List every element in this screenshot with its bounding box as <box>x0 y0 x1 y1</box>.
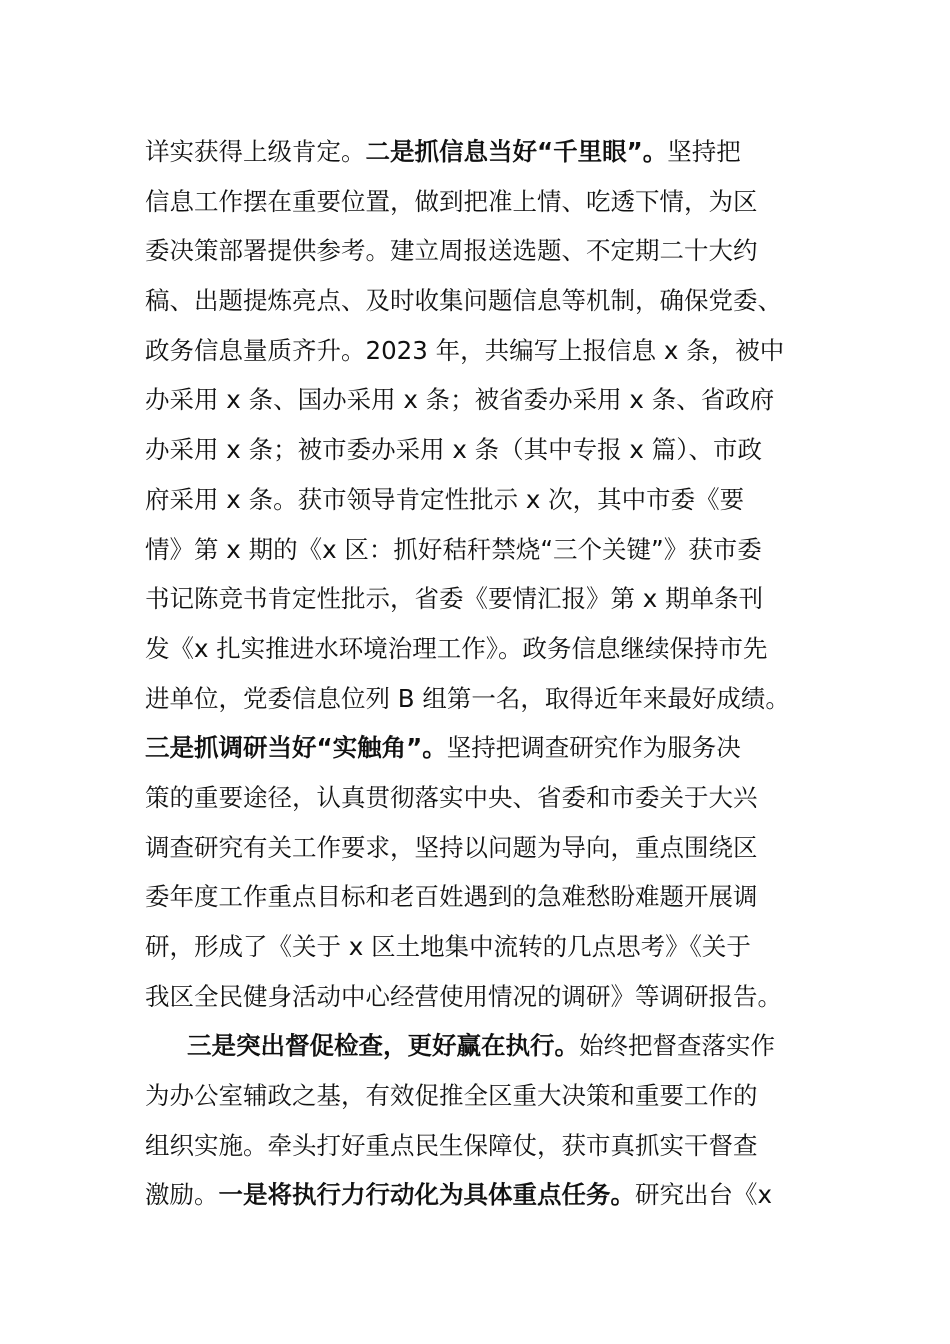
text-line <box>145 375 815 425</box>
text-line <box>145 823 815 873</box>
text-line <box>145 276 815 326</box>
body-text-segment: 坚持把调查研究作为服务决 <box>446 733 741 763</box>
body-text-segment: 情》第 x 期的《x 区：抓好秸秆禁烧“三个关键”》获市委 <box>145 534 762 564</box>
text-line <box>145 525 815 575</box>
bold-heading-text: 三是突出督促检查，更好赢在执行。 <box>187 1031 579 1061</box>
body-text-segment: 组织实施。牵头打好重点民生保障仗，获市真抓实干督查 <box>145 1130 758 1160</box>
body-text-segment: 详实获得上级肯定。 <box>145 137 366 166</box>
bold-heading-text: 一是将执行力行动化为具体重点任务。 <box>218 1180 635 1210</box>
body-text-segment: 始终把督查落实作 <box>579 1031 775 1061</box>
body-text-segment: 研，形成了《关于 x 区土地集中流转的几点思考》《关于 <box>145 932 751 961</box>
text-line <box>145 475 815 525</box>
body-text-segment: 办采用 x 条、国办采用 x 条；被省委办采用 x 条、省政府 <box>145 385 775 415</box>
text-line <box>145 574 815 624</box>
body-text <box>145 127 815 1220</box>
text-line <box>145 922 815 972</box>
body-text-segment: 策的重要途径，认真贯彻落实中央、省委和市委关于大兴 <box>145 782 758 812</box>
text-line <box>145 1121 815 1171</box>
text-line <box>145 127 815 177</box>
body-text-segment: 进单位，党委信息位列 B 组第一名，取得近年来最好成绩。 <box>145 683 790 713</box>
body-text-segment: 稿、出题提炼亮点、及时收集问题信息等机制，确保党委、 <box>145 286 782 316</box>
text-line <box>145 624 815 674</box>
text-line <box>145 872 815 922</box>
body-text-segment: 研究出台《x <box>635 1180 772 1210</box>
paragraph-start-line <box>145 1021 815 1071</box>
body-text-segment: 我区全民健身活动中心经营使用情况的调研》等调研报告。 <box>145 981 782 1011</box>
text-line <box>145 773 815 823</box>
body-text-segment: 信息工作摆在重要位置，做到把准上情、吃透下情，为区 <box>145 186 758 216</box>
text-line <box>145 177 815 227</box>
body-text-segment: 调查研究有关工作要求，坚持以问题为导向，重点围绕区 <box>145 832 758 862</box>
text-line <box>145 1071 815 1121</box>
bold-heading-text: 三是抓调研当好“实触角”。 <box>145 733 447 763</box>
text-line <box>145 723 815 773</box>
body-text-segment: 坚持把 <box>667 137 741 166</box>
body-text-segment: 书记陈竞书肯定性批示，省委《要情汇报》第 x 期单条刊 <box>145 584 764 614</box>
body-text-segment: 府采用 x 条。获市领导肯定性批示 x 次，其中市委《要 <box>145 484 745 514</box>
text-line <box>145 674 815 724</box>
body-text-segment: 委决策部署提供参考。建立周报送选题、不定期二十大约 <box>145 236 758 266</box>
bold-heading-text: 二是抓信息当好“千里眼”。 <box>365 137 668 166</box>
body-text-segment: 办采用 x 条；被市委办采用 x 条（其中专报 x 篇）、市政 <box>145 435 762 465</box>
body-text-segment: 为办公室辅政之基，有效促推全区重大决策和重要工作的 <box>145 1081 758 1111</box>
text-line <box>145 326 815 376</box>
body-text-segment: 发《x 扎实推进水环境治理工作》。政务信息继续保持市先 <box>145 633 768 663</box>
text-line <box>145 425 815 475</box>
body-text-segment: 委年度工作重点目标和老百姓遇到的急难愁盼难题开展调 <box>145 882 758 912</box>
text-line <box>145 972 815 1022</box>
body-text-segment: 激励。 <box>145 1180 219 1210</box>
body-text-segment: 政务信息量质齐升。2023 年，共编写上报信息 x 条，被中 <box>145 335 785 365</box>
text-line <box>145 226 815 276</box>
text-line <box>145 1170 815 1220</box>
